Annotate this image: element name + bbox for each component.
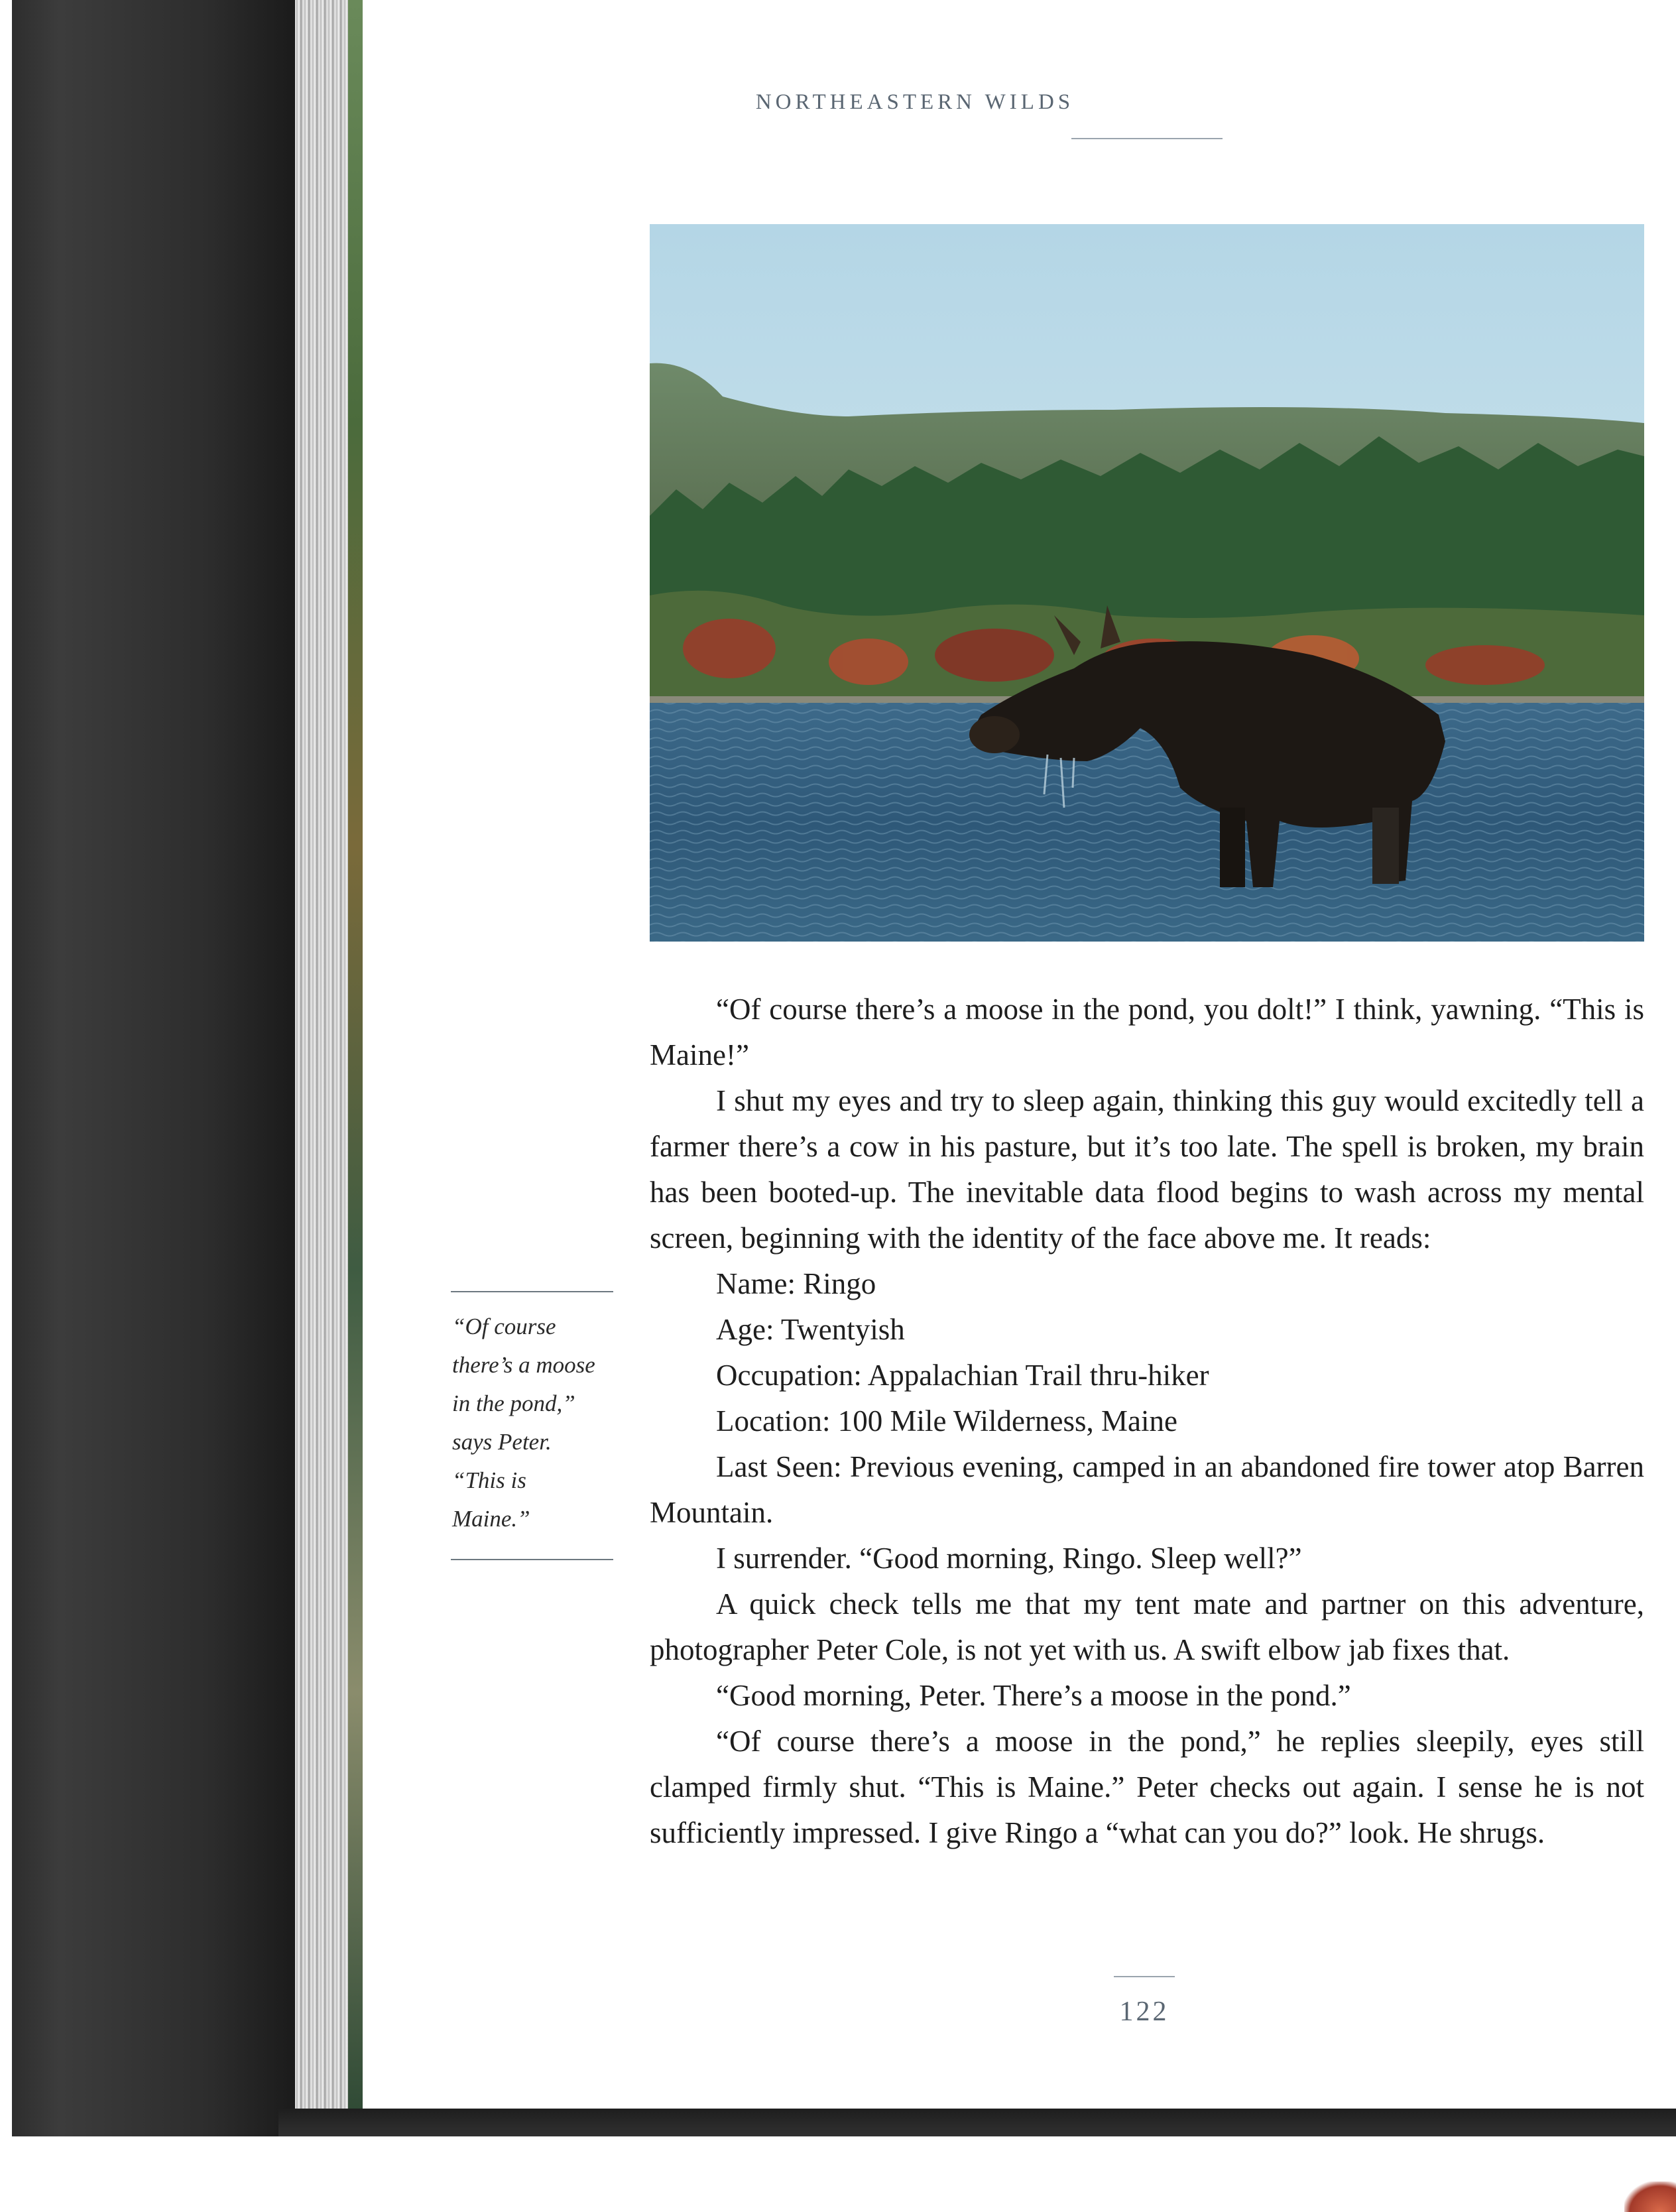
folio-rule: [1114, 1976, 1175, 1977]
book-spine-shadow: [0, 0, 295, 2212]
body-paragraph: Location: 100 Mile Wilderness, Maine: [716, 1404, 1177, 1438]
pull-quote-rule-top: [451, 1291, 613, 1292]
body-paragraph: “Of course there’s a moose in the pond, you dolt!” I think, yawning. “This is Maine!”: [650, 993, 1644, 1072]
corner-artifact: [1624, 2181, 1676, 2212]
facing-page-photo-edge: [348, 0, 363, 2115]
moose-photo: [650, 224, 1644, 942]
lake-ripples: [650, 703, 1644, 942]
page-edges: [295, 0, 352, 2115]
page-number: 122: [1119, 1997, 1169, 2027]
pull-quote-rule-bottom: [451, 1559, 613, 1560]
body-paragraph: “Of course there’s a moose in the pond,” he replies sleepily, eyes still clamped firmly shut. “This is Maine.” Peter checks out again. I sense he is not sufficiently impressed. I give Ringo a “what can you do?” look. He shrugs.: [650, 1725, 1644, 1849]
body-paragraph: Age: Twentyish: [716, 1313, 905, 1346]
body-paragraph: Occupation: Appalachian Trail thru-hiker: [716, 1359, 1209, 1392]
running-head: NORTHEASTERN WILDS: [755, 90, 1075, 114]
running-head-rule: [1071, 138, 1223, 139]
body-paragraph: Last Seen: Previous evening, camped in an abandoned fire tower atop Barren Mountain.: [650, 1450, 1644, 1529]
scan-bottom-margin: [0, 2136, 1676, 2212]
body-paragraph: “Good morning, Peter. There’s a moose in the pond.”: [716, 1679, 1351, 1712]
body-paragraph: Name: Ringo: [716, 1267, 876, 1300]
moose-photo-illustration: [650, 224, 1644, 942]
body-paragraph: I shut my eyes and try to sleep again, thinking this guy would excitedly tell a farmer there’s a cow in his pasture, but it’s too late. The spell is broken, my brain has been booted-up. The inevitable data flood begins to wash across my mental screen, beginning with the identity of the face above me. It reads:: [650, 1084, 1644, 1255]
body-paragraph: I surrender. “Good morning, Ringo. Sleep well?”: [716, 1542, 1302, 1575]
body-paragraph: A quick check tells me that my tent mate and partner on this adventure, photographer Peter Cole, is not yet with us. A swift elbow jab fixes that.: [650, 1587, 1644, 1666]
pull-quote: “Of course there’s a moose in the pond,” says Peter. “This is Maine.”: [452, 1314, 595, 1532]
scan-margin: [0, 0, 12, 2212]
body-text: [650, 987, 1644, 1856]
